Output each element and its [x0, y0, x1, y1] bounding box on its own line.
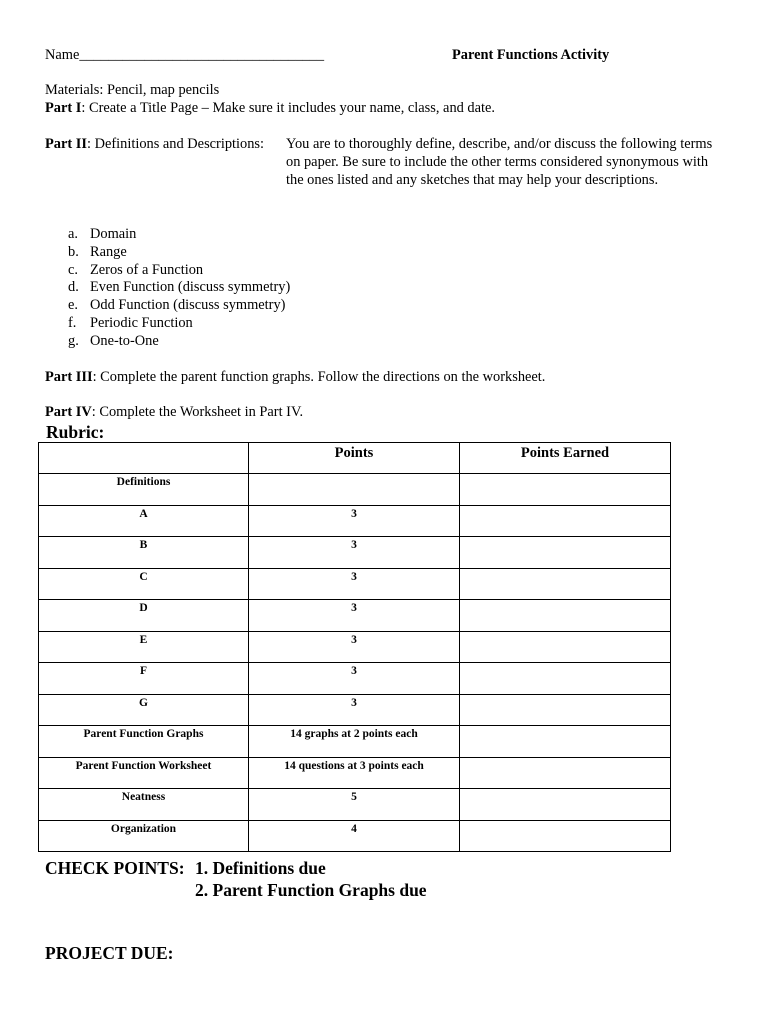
rubric-row	[39, 789, 671, 821]
checkpoints-label: CHECK POINTS:	[45, 858, 185, 878]
rubric-item-cell: Definitions	[39, 474, 249, 506]
rubric-item-cell: D	[39, 600, 249, 632]
rubric-item-cell: C	[39, 568, 249, 600]
rubric-item-cell: F	[39, 663, 249, 695]
rubric-header-points: Points	[249, 443, 460, 474]
rubric-points-cell: 3	[249, 600, 460, 632]
term-text: One-to-One	[90, 332, 159, 349]
rubric-row	[39, 537, 671, 569]
term-text: Odd Function (discuss symmetry)	[90, 297, 286, 314]
rubric-earned-cell	[460, 474, 671, 506]
part-2-label: Part II	[45, 136, 87, 152]
name-label: Name	[45, 47, 80, 63]
term-letter: g.	[68, 332, 79, 349]
part-4	[45, 403, 303, 421]
rubric-earned-cell	[460, 663, 671, 695]
checkpoint-2: 2. Parent Function Graphs due	[195, 880, 427, 900]
document-title: Parent Functions Activity	[452, 47, 610, 63]
rubric-points-cell: 4	[249, 820, 460, 852]
term-list-item	[68, 278, 290, 296]
rubric-points-cell: 5	[249, 789, 460, 821]
part-2-heading	[45, 135, 264, 153]
part-3-label: Part III	[45, 369, 93, 385]
term-letter: b.	[68, 243, 79, 260]
term-text: Zeros of a Function	[90, 261, 204, 278]
rubric-heading: Rubric:	[46, 422, 105, 442]
term-letter: c.	[68, 261, 78, 278]
rubric-row	[39, 820, 671, 852]
term-list	[68, 225, 290, 350]
rubric-item-cell: Parent Function Graphs	[39, 726, 249, 758]
rubric-points-cell: 3	[249, 537, 460, 569]
rubric-item-cell: G	[39, 694, 249, 726]
rubric-points-cell: 3	[249, 505, 460, 537]
part-3-text: : Complete the parent function graphs. Follow the directions on the worksheet.	[92, 369, 546, 385]
rubric-item-cell: E	[39, 631, 249, 663]
term-list-item	[68, 225, 290, 243]
rubric-earned-cell	[460, 789, 671, 821]
project-due-label: PROJECT DUE:	[45, 943, 174, 963]
term-letter: e.	[68, 297, 78, 314]
rubric-header-item	[39, 443, 249, 474]
term-text: Range	[90, 243, 127, 260]
materials-line: Materials: Pencil, map pencils	[45, 82, 220, 98]
rubric-row	[39, 568, 671, 600]
rubric-earned-cell	[460, 757, 671, 789]
term-text: Domain	[90, 226, 137, 242]
part-2-heading-text: : Definitions and Descriptions:	[86, 136, 265, 152]
name-line	[45, 46, 324, 64]
term-letter: f.	[68, 314, 77, 331]
term-letter: a.	[68, 226, 78, 242]
rubric-points-cell: 3	[249, 694, 460, 726]
rubric-row	[39, 600, 671, 632]
rubric-points-cell: 14 questions at 3 points each	[249, 757, 460, 789]
part-1-text: : Create a Title Page – Make sure it includes your name, class, and date.	[81, 100, 495, 116]
rubric-earned-cell	[460, 568, 671, 600]
name-blank: __________________________________	[79, 47, 325, 63]
part-2-description: You are to thoroughly define, describe, and/or discuss the following terms on paper. Be sure to include the other terms considered synonymous with the ones listed and any sketches that may help your descriptions.	[286, 136, 713, 188]
rubric-item-cell: Organization	[39, 820, 249, 852]
part-1-label: Part I	[45, 100, 82, 116]
term-list-item	[68, 296, 290, 314]
rubric-row	[39, 694, 671, 726]
rubric-earned-cell	[460, 537, 671, 569]
rubric-points-cell: 3	[249, 663, 460, 695]
part-4-label: Part IV	[45, 404, 92, 420]
rubric-earned-cell	[460, 694, 671, 726]
rubric-header-earned: Points Earned	[460, 443, 671, 474]
rubric-row	[39, 757, 671, 789]
term-list-item	[68, 261, 290, 279]
rubric-header-row	[39, 443, 671, 474]
term-list-item	[68, 314, 290, 332]
part-3	[45, 368, 545, 386]
rubric-points-cell: 14 graphs at 2 points each	[249, 726, 460, 758]
rubric-item-cell: B	[39, 537, 249, 569]
checkpoint-1: 1. Definitions due	[195, 858, 326, 878]
rubric-item-cell: A	[39, 505, 249, 537]
rubric-earned-cell	[460, 726, 671, 758]
rubric-table	[38, 442, 671, 852]
term-text: Even Function (discuss symmetry)	[90, 279, 291, 296]
part-1	[45, 99, 495, 117]
rubric-earned-cell	[460, 600, 671, 632]
term-list-item	[68, 332, 290, 350]
rubric-earned-cell	[460, 820, 671, 852]
term-letter: d.	[68, 279, 79, 296]
rubric-row	[39, 505, 671, 537]
rubric-earned-cell	[460, 631, 671, 663]
rubric-item-cell: Neatness	[39, 789, 249, 821]
rubric-points-cell: 3	[249, 631, 460, 663]
rubric-row	[39, 631, 671, 663]
rubric-row	[39, 726, 671, 758]
rubric-item-cell: Parent Function Worksheet	[39, 757, 249, 789]
rubric-row	[39, 474, 671, 506]
rubric-earned-cell	[460, 505, 671, 537]
rubric-row	[39, 663, 671, 695]
part-4-text: : Complete the Worksheet in Part IV.	[91, 404, 304, 420]
rubric-points-cell	[249, 474, 460, 506]
rubric-points-cell: 3	[249, 568, 460, 600]
term-text: Periodic Function	[90, 314, 193, 331]
term-list-item	[68, 243, 290, 261]
